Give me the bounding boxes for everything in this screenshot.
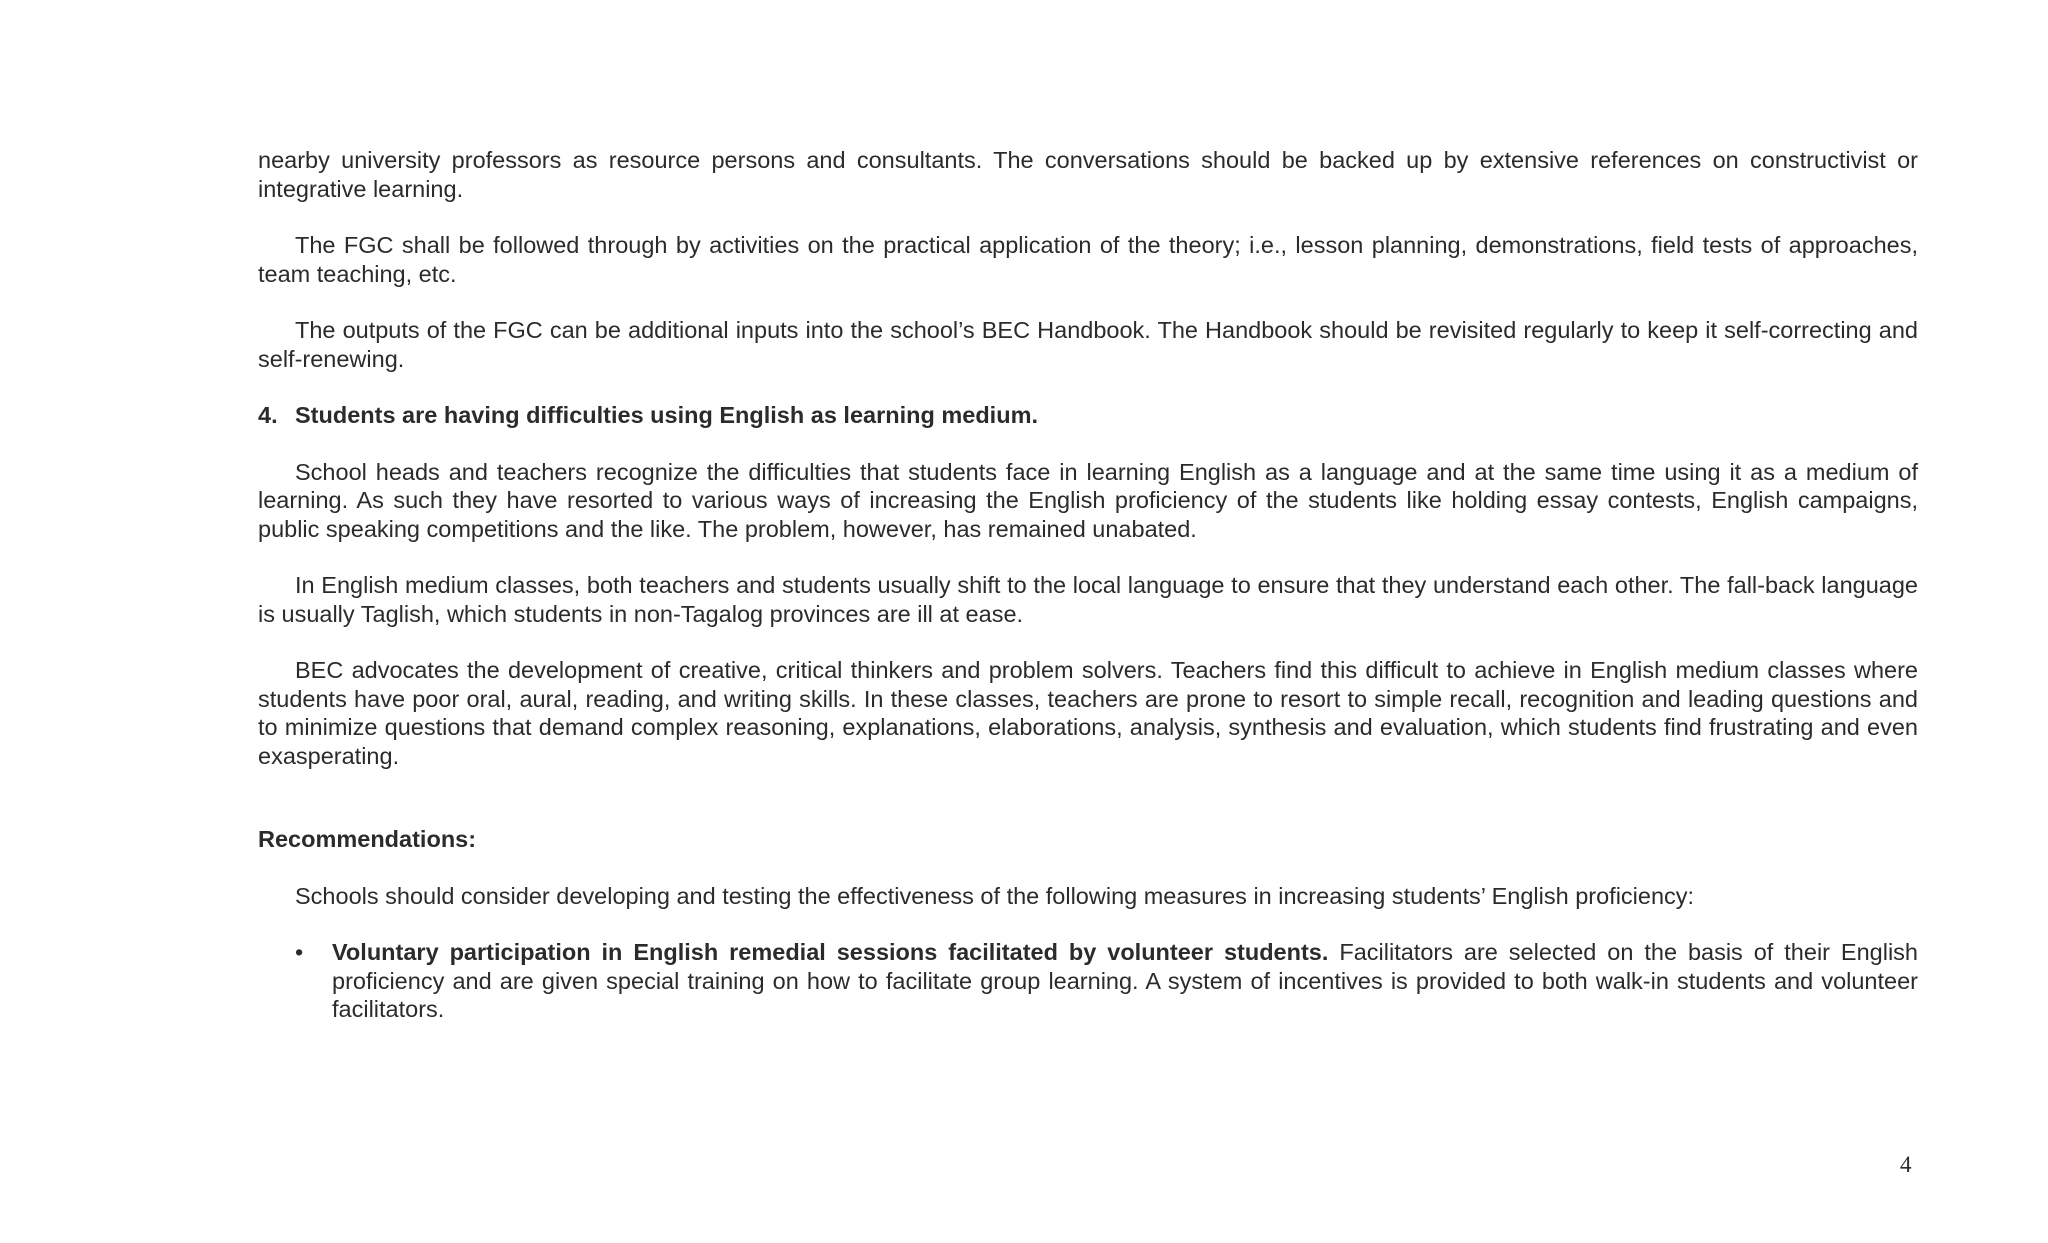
recommendation-item xyxy=(295,938,1918,1024)
recommendation-item-text xyxy=(332,938,1918,1024)
paragraph-bec-advocates: BEC advocates the development of creative, critical thinkers and problem solvers. Teachers find this difficult to achieve in English medium classes where students have poor oral, aural, reading, and writing skills. In these classes, teachers are prone to resort to simple recall, recognition and leading questions and to minimize questions that demand complex reasoning, explanations, elaborations, analysis, synthesis and evaluation, which students find frustrating and even exasperating. xyxy=(258,657,1918,769)
paragraph-english-medium-classes: In English medium classes, both teachers and students usually shift to the local language to ensure that they understand each other. The fall-back language is usually Taglish, which students in non-Tagalog provinces are ill at ease. xyxy=(258,572,1918,627)
page-number: 4 xyxy=(1900,1152,1912,1177)
paragraph-resource-persons: nearby university professors as resource persons and consultants. The conversations should be backed up by extensive references on constructivist or integrative learning. xyxy=(258,147,1918,202)
recommendation-item-title: Voluntary participation in English remedial sessions facilitated by volunteer students. xyxy=(332,939,1329,965)
document-page xyxy=(258,146,1918,1024)
section-4-heading xyxy=(258,401,1918,430)
recommendations-intro: Schools should consider developing and testing the effectiveness of the following measures in increasing students’ English proficiency: xyxy=(295,882,1695,909)
bullet-icon: • xyxy=(295,939,304,965)
section-4-number: 4. xyxy=(258,402,278,428)
section-4-title: Students are having difficulties using English as learning medium. xyxy=(295,402,1038,428)
paragraph-fgc-outputs: The outputs of the FGC can be additional inputs into the school’s BEC Handbook. The Handbook should be revisited regularly to keep it self-correcting and self-renewing. xyxy=(258,317,1918,372)
recommendation-item-body: Facilitators are selected on the basis of their English proficiency and are given special training on how to facilitate group learning. A system of incentives is provided to both walk-in students and volunteer facilitators. xyxy=(332,939,1918,1022)
recommendations-heading: Recommendations: xyxy=(258,826,477,852)
paragraph-school-heads: School heads and teachers recognize the difficulties that students face in learning English as a language and at the same time using it as a medium of learning. As such they have resorted to various ways of increasing the English proficiency of the students like holding essay contests, English campaigns, public speaking competitions and the like. The problem, however, has remained unabated. xyxy=(258,458,1918,542)
paragraph-fgc-follow-through: The FGC shall be followed through by activities on the practical application of the theory; i.e., lesson planning, demonstrations, field tests of approaches, team teaching, etc. xyxy=(258,232,1918,287)
